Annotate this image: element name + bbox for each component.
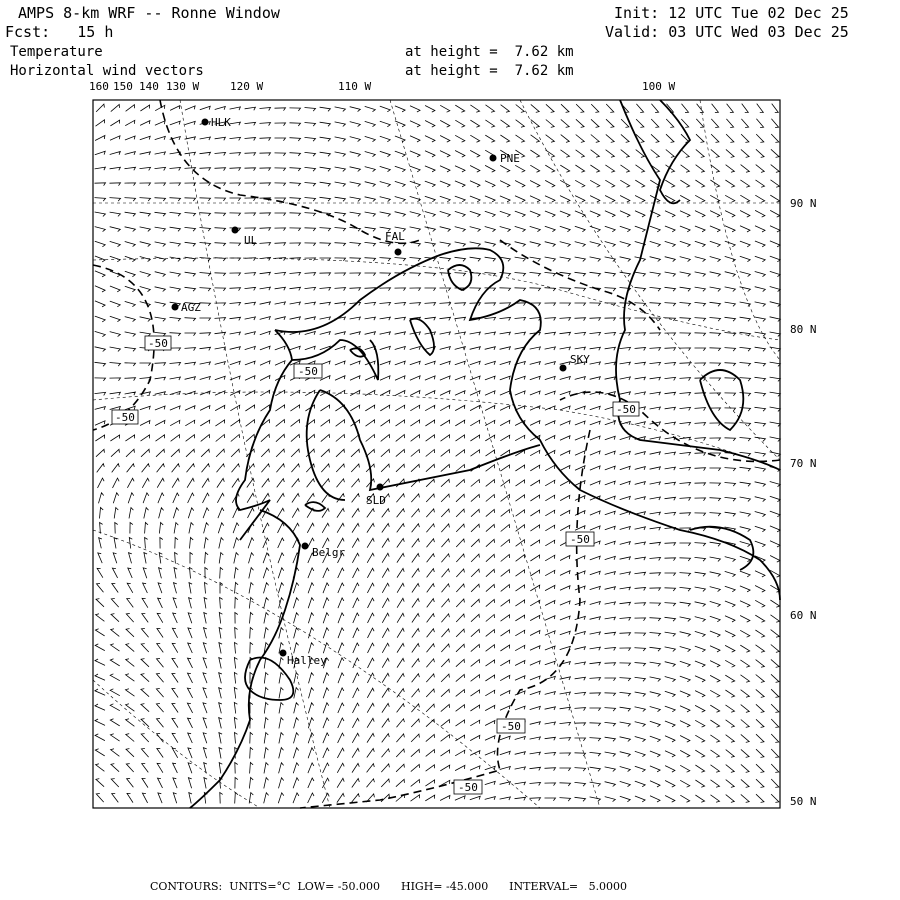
lon-label: 150 (113, 80, 133, 93)
contour-info-footer: CONTOURS: UNITS=°C LOW= -50.000 HIGH= -45.000 INTERVAL= 5.0000 (150, 880, 628, 893)
lon-label: 130 W (166, 80, 200, 93)
contour-label: -50 (298, 365, 318, 378)
field-name-wind: Horizontal wind vectors (10, 63, 204, 79)
lat-label: 80 N (790, 323, 817, 336)
forecast-hour: Fcst: 15 h (5, 23, 114, 41)
station-label: HLK (211, 116, 231, 129)
station-dot (172, 304, 179, 311)
wind-vectors (95, 104, 781, 804)
longitude-labels (89, 80, 675, 93)
init-time: Init: 12 UTC Tue 02 Dec 25 (614, 4, 849, 22)
contour-label: -50 (616, 403, 636, 416)
contour-label: -50 (501, 720, 521, 733)
station-label: FAL (385, 230, 405, 243)
lon-label: 120 W (230, 80, 264, 93)
map-title: AMPS 8-km WRF -- Ronne Window (18, 4, 280, 22)
station-label: Belgr (312, 546, 346, 559)
station-dot (560, 365, 567, 372)
stations (172, 116, 591, 667)
map-frame (93, 100, 780, 808)
station-label: Halley (287, 654, 327, 667)
station-dot (490, 155, 497, 162)
contour-label: -50 (148, 337, 168, 350)
lon-label: 100 W (642, 80, 676, 93)
station-dot (202, 119, 209, 126)
lat-label: 90 N (790, 197, 817, 210)
height-label-2: at height = 7.62 km (405, 63, 574, 79)
lon-label: 140 (139, 80, 159, 93)
station-dot (302, 543, 309, 550)
lat-label: 70 N (790, 457, 817, 470)
lat-label: 60 N (790, 609, 817, 622)
field-name-temperature: Temperature (10, 44, 103, 60)
valid-time: Valid: 03 UTC Wed 03 Dec 25 (605, 23, 849, 41)
station-dot (280, 650, 287, 657)
station-label: AGZ (181, 301, 201, 314)
lat-label: 50 N (790, 795, 817, 808)
contour-label: -50 (570, 533, 590, 546)
contour-label: -50 (115, 411, 135, 424)
temperature-contours (93, 100, 780, 808)
station-label: UL (244, 234, 258, 247)
station-dot (377, 484, 384, 491)
lon-label: 160 (89, 80, 109, 93)
wind-barb-field (95, 104, 781, 804)
latitude-labels (790, 197, 817, 808)
station-dot (232, 227, 239, 234)
lon-label: 110 W (338, 80, 372, 93)
station-label: SLD (366, 494, 386, 507)
height-label-1: at height = 7.62 km (405, 44, 574, 60)
contour-label: -50 (458, 781, 478, 794)
graticule (93, 100, 780, 808)
station-label: SKY (570, 353, 590, 366)
station-dot (395, 249, 402, 256)
station-label: PNE (500, 152, 520, 165)
